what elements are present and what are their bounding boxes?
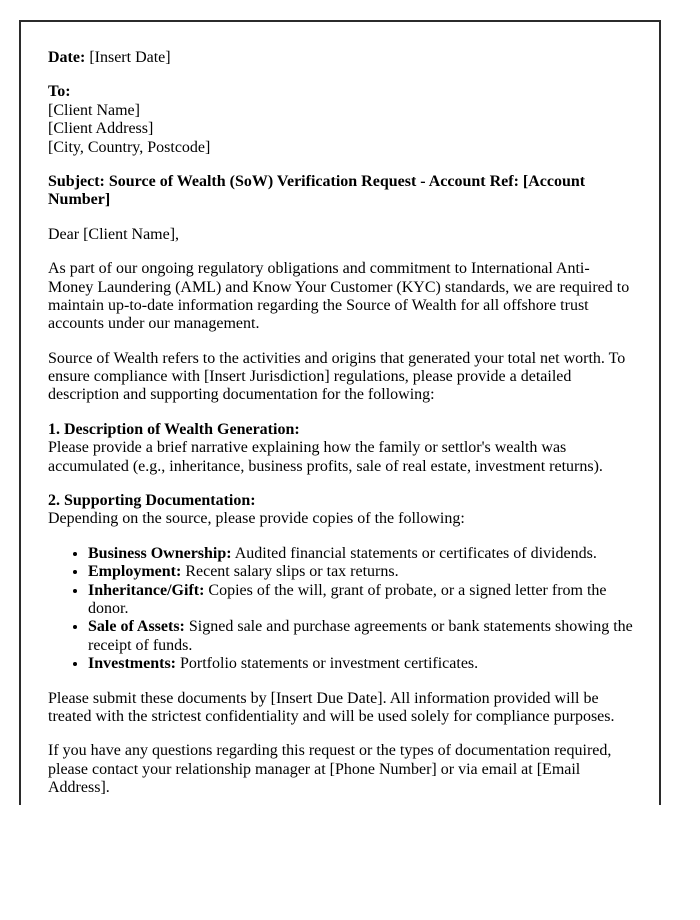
list-item-investments — [88, 655, 634, 673]
letter-document — [19, 20, 661, 805]
paragraph-regulatory: As part of our ongoing regulatory obligations and commitment to International Anti-Money Laundering (AML) and Know Your Customer (KYC) standards, we are required to maintain up-to-date information regarding the Source of Wealth for all offshore trust accounts under our management. — [48, 260, 630, 333]
date-line — [48, 49, 634, 67]
subject-text: Subject: Source of Wealth (SoW) Verification Request - Account Ref: [Account Number] — [48, 172, 586, 209]
list-item-inheritance-gift — [88, 582, 634, 619]
paragraph-contact-info: If you have any questions regarding this request or the types of documentation required, please contact your relationship manager at [Phone Number] or via email at [Email Address]. — [48, 742, 612, 797]
section-wealth-generation — [48, 421, 634, 476]
to-label: To: — [48, 83, 71, 101]
documentation-list — [48, 545, 634, 674]
list-item-business-ownership — [88, 545, 634, 563]
date-value: [Insert Date] — [89, 49, 171, 66]
section-2-body: Depending on the source, please provide copies of the following: — [48, 510, 465, 528]
list-item-desc: Portfolio statements or investment certificates. — [180, 655, 479, 673]
section-1-heading: 1. Description of Wealth Generation: — [48, 420, 300, 438]
paragraph-submission-deadline: Please submit these documents by [Insert Due Date]. All information provided will be treated with the strictest confidentiality and will be used solely for compliance purposes. — [48, 689, 615, 725]
recipient-city-country: [City, Country, Postcode] — [48, 138, 211, 156]
list-item-desc: Audited financial statements or certificates of dividends. — [234, 544, 597, 562]
list-item-term: Inheritance/Gift: — [88, 581, 205, 599]
subject-line — [48, 173, 634, 210]
list-item-term: Business Ownership: — [88, 544, 232, 562]
list-item-term: Employment: — [88, 563, 182, 581]
list-item-term: Sale of Assets: — [88, 618, 185, 636]
recipient-name: [Client Name] — [48, 101, 140, 119]
list-item-desc: Signed sale and purchase agreements or bank statements showing the receipt of funds. — [88, 618, 633, 654]
section-supporting-documentation — [48, 492, 634, 529]
list-item-desc: Copies of the will, grant of probate, or a signed letter from the donor. — [88, 581, 607, 617]
section-1-body: Please provide a brief narrative explaining how the family or settlor's wealth was accumulated (e.g., inheritance, business profits, sale of real estate, investment returns). — [48, 439, 603, 475]
list-item-employment — [88, 563, 634, 581]
list-item-term: Investments: — [88, 655, 176, 673]
recipient-block — [48, 83, 634, 157]
recipient-address: [Client Address] — [48, 120, 154, 138]
list-item-desc: Recent salary slips or tax returns. — [185, 563, 399, 581]
salutation: Dear [Client Name], — [48, 225, 180, 243]
list-item-sale-of-assets — [88, 618, 634, 655]
section-2-heading: 2. Supporting Documentation: — [48, 492, 256, 510]
page-background — [0, 20, 700, 920]
paragraph-sow-definition: Source of Wealth refers to the activities and origins that generated your total net worth. To ensure compliance with [Insert Jurisdiction] regulations, please provide a detailed description and supporting documentation for the following: — [48, 349, 626, 404]
date-label: Date: — [48, 49, 86, 66]
